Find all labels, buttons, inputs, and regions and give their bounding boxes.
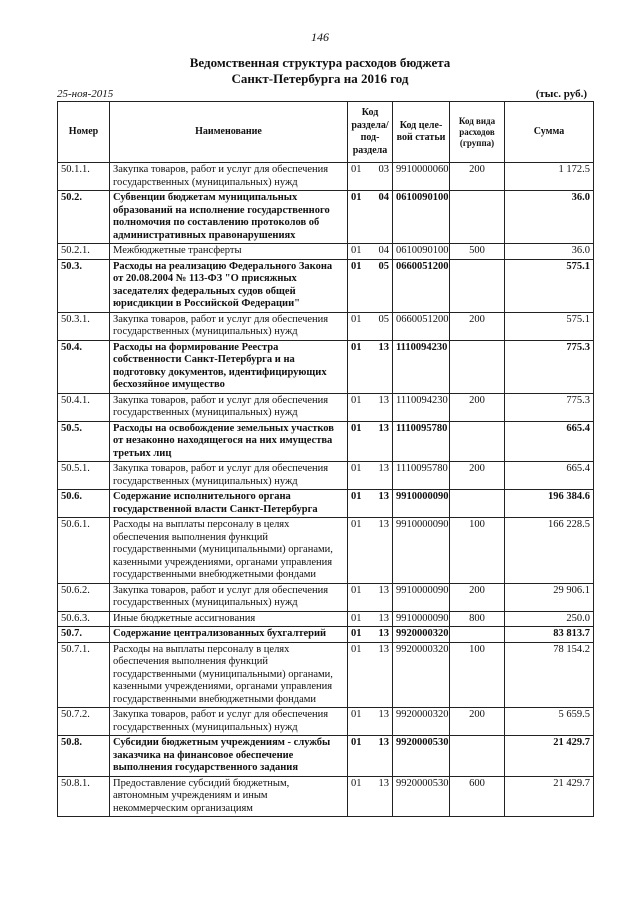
row-vid-code: 500 — [450, 244, 505, 260]
row-vid-code — [450, 490, 505, 518]
row-target-code: 9910000060 — [393, 163, 450, 191]
row-target-code: 1110094230 — [393, 393, 450, 421]
units-label: (тыс. руб.) — [535, 88, 587, 100]
row-name: Расходы на освобождение земельных участков от незаконно находящегося на них имущества третьих лиц — [110, 421, 348, 462]
row-razdel: 01 — [351, 313, 362, 325]
row-podrazdel: 13 — [378, 709, 389, 720]
row-sum: 36.0 — [505, 191, 594, 244]
row-sum: 21 429.7 — [505, 776, 594, 817]
row-number: 50.8. — [58, 736, 110, 777]
row-number: 50.8.1. — [58, 776, 110, 817]
row-sum: 575.1 — [505, 312, 594, 340]
row-target-code: 9920000530 — [393, 776, 450, 817]
row-podrazdel: 13 — [378, 628, 389, 639]
header-target: Код целе-вой статьи — [393, 102, 450, 163]
row-vid-code: 600 — [450, 776, 505, 817]
table-row — [58, 490, 594, 518]
row-sum: 196 384.6 — [505, 490, 594, 518]
row-section-code — [348, 191, 393, 244]
row-section-code — [348, 642, 393, 708]
row-name: Предоставление субсидий бюджетным, автономным учреждениям и иным некоммерческим организациям — [110, 776, 348, 817]
row-sum: 575.1 — [505, 259, 594, 312]
row-section-code — [348, 312, 393, 340]
page-number: 146 — [311, 30, 329, 44]
row-sum: 83 813.7 — [505, 627, 594, 643]
table-row — [58, 708, 594, 736]
row-name: Субсидии бюджетным учреждениям - службы заказчика на финансовое обеспечение выполнения государственного задания — [110, 736, 348, 777]
row-vid-code — [450, 736, 505, 777]
row-razdel: 01 — [351, 612, 362, 624]
row-number: 50.6.3. — [58, 611, 110, 627]
table-row — [58, 163, 594, 191]
row-sum: 78 154.2 — [505, 642, 594, 708]
row-podrazdel: 13 — [378, 341, 389, 353]
row-target-code: 9910000090 — [393, 611, 450, 627]
header-section: Код раздела/ под-раздела — [348, 102, 393, 163]
table-row — [58, 776, 594, 817]
table-row — [58, 736, 594, 777]
row-number: 50.6.2. — [58, 583, 110, 611]
row-number: 50.3. — [58, 259, 110, 312]
row-sum: 775.3 — [505, 393, 594, 421]
row-number: 50.5. — [58, 421, 110, 462]
table-row — [58, 462, 594, 490]
row-target-code: 0610090100 — [393, 244, 450, 260]
row-sum: 665.4 — [505, 421, 594, 462]
row-razdel: 01 — [351, 260, 362, 272]
title-line-2: Санкт-Петербурга на 2016 год — [231, 71, 409, 86]
row-number: 50.4.1. — [58, 393, 110, 421]
row-razdel: 01 — [351, 422, 362, 434]
budget-table — [57, 101, 594, 817]
row-razdel: 01 — [351, 192, 362, 203]
row-razdel: 01 — [351, 341, 362, 353]
row-razdel: 01 — [351, 777, 362, 789]
row-name: Иные бюджетные ассигнования — [110, 611, 348, 627]
row-name: Закупка товаров, работ и услуг для обеспечения государственных (муниципальных) нужд — [110, 708, 348, 736]
row-name: Расходы на выплаты персоналу в целях обеспечения выполнения функций государственными (муниципальными) органами, казенными учреждениями, органами управления государственными внебюджетными фондами — [110, 642, 348, 708]
row-name: Закупка товаров, работ и услуг для обеспечения государственных (муниципальных) нужд — [110, 462, 348, 490]
row-razdel: 01 — [351, 519, 362, 530]
row-name: Субвенции бюджетам муниципальных образований на исполнение государственного полномочия по составлению протоколов об административных правонарушениях — [110, 191, 348, 244]
row-section-code — [348, 518, 393, 584]
header-name: Наименование — [110, 102, 348, 163]
row-number: 50.2. — [58, 191, 110, 244]
title-line-1: Ведомственная структура расходов бюджета — [189, 55, 451, 70]
row-podrazdel: 03 — [378, 164, 389, 175]
row-section-code — [348, 490, 393, 518]
row-name: Закупка товаров, работ и услуг для обеспечения государственных (муниципальных) нужд — [110, 163, 348, 191]
header-number: Номер — [58, 102, 110, 163]
table-row — [58, 642, 594, 708]
row-target-code: 1110094230 — [393, 340, 450, 393]
row-section-code — [348, 776, 393, 817]
row-name: Содержание централизованных бухгалтерий — [110, 627, 348, 643]
table-row — [58, 627, 594, 643]
row-number: 50.7.1. — [58, 642, 110, 708]
row-vid-code — [450, 191, 505, 244]
row-section-code — [348, 627, 393, 643]
row-target-code: 9920000530 — [393, 736, 450, 777]
row-sum: 166 228.5 — [505, 518, 594, 584]
table-row — [58, 393, 594, 421]
row-podrazdel: 13 — [378, 463, 389, 474]
row-razdel: 01 — [351, 463, 362, 474]
row-podrazdel: 13 — [378, 777, 389, 789]
row-target-code: 9910000090 — [393, 583, 450, 611]
row-section-code — [348, 736, 393, 777]
row-razdel: 01 — [351, 628, 362, 639]
row-target-code: 9920000320 — [393, 708, 450, 736]
row-podrazdel: 05 — [378, 313, 389, 325]
table-body — [58, 163, 594, 817]
row-target-code: 1110095780 — [393, 421, 450, 462]
row-razdel: 01 — [351, 164, 362, 175]
row-number: 50.5.1. — [58, 462, 110, 490]
row-section-code — [348, 611, 393, 627]
row-section-code — [348, 708, 393, 736]
row-section-code — [348, 583, 393, 611]
table-row — [58, 191, 594, 244]
row-name: Закупка товаров, работ и услуг для обеспечения государственных (муниципальных) нужд — [110, 312, 348, 340]
row-target-code: 9920000320 — [393, 627, 450, 643]
row-number: 50.1.1. — [58, 163, 110, 191]
row-vid-code: 200 — [450, 583, 505, 611]
row-vid-code: 100 — [450, 518, 505, 584]
row-section-code — [348, 393, 393, 421]
row-section-code — [348, 244, 393, 260]
row-razdel: 01 — [351, 394, 362, 406]
row-razdel: 01 — [351, 643, 362, 655]
row-section-code — [348, 462, 393, 490]
header-sum: Сумма — [505, 102, 594, 163]
row-number: 50.7. — [58, 627, 110, 643]
row-name: Расходы на реализацию Федерального Закона от 20.08.2004 № 113-ФЗ "О присяжных заседателях федеральных судов общей юрисдикции в Российской Федерации" — [110, 259, 348, 312]
row-name: Межбюджетные трансферты — [110, 244, 348, 260]
row-vid-code: 200 — [450, 312, 505, 340]
table-row — [58, 583, 594, 611]
row-podrazdel: 13 — [378, 491, 389, 502]
meta-row — [57, 88, 592, 102]
row-podrazdel: 13 — [378, 612, 389, 624]
row-sum: 775.3 — [505, 340, 594, 393]
row-section-code — [348, 163, 393, 191]
row-target-code: 0660051200 — [393, 259, 450, 312]
row-podrazdel: 13 — [378, 422, 389, 434]
row-sum: 5 659.5 — [505, 708, 594, 736]
row-sum: 665.4 — [505, 462, 594, 490]
table-row — [58, 312, 594, 340]
row-number: 50.4. — [58, 340, 110, 393]
row-podrazdel: 04 — [378, 192, 389, 203]
row-target-code: 0660051200 — [393, 312, 450, 340]
row-section-code — [348, 259, 393, 312]
row-name: Расходы на формирование Реестра собственности Санкт-Петербурга и на подготовку документов, идентифицирующих бесхозяйное имущество — [110, 340, 348, 393]
row-vid-code: 200 — [450, 708, 505, 736]
row-name: Закупка товаров, работ и услуг для обеспечения государственных (муниципальных) нужд — [110, 393, 348, 421]
table-row — [58, 244, 594, 260]
row-target-code: 9920000320 — [393, 642, 450, 708]
row-number: 50.7.2. — [58, 708, 110, 736]
row-razdel: 01 — [351, 737, 362, 748]
row-vid-code: 800 — [450, 611, 505, 627]
table-header-row — [58, 102, 594, 163]
row-name: Содержание исполнительного органа государственной власти Санкт-Петербурга — [110, 490, 348, 518]
document-title — [0, 55, 640, 87]
row-sum: 36.0 — [505, 244, 594, 260]
row-sum: 29 906.1 — [505, 583, 594, 611]
row-target-code: 0610090100 — [393, 191, 450, 244]
row-vid-code — [450, 259, 505, 312]
row-podrazdel: 04 — [378, 245, 389, 256]
row-razdel: 01 — [351, 709, 362, 720]
row-name: Закупка товаров, работ и услуг для обеспечения государственных (муниципальных) нужд — [110, 583, 348, 611]
row-number: 50.2.1. — [58, 244, 110, 260]
row-section-code — [348, 421, 393, 462]
row-vid-code — [450, 627, 505, 643]
row-target-code: 1110095780 — [393, 462, 450, 490]
row-sum: 250.0 — [505, 611, 594, 627]
row-vid-code: 100 — [450, 642, 505, 708]
row-number: 50.3.1. — [58, 312, 110, 340]
row-podrazdel: 13 — [378, 643, 389, 655]
table-row — [58, 518, 594, 584]
row-section-code — [348, 340, 393, 393]
row-vid-code — [450, 340, 505, 393]
row-number: 50.6. — [58, 490, 110, 518]
row-podrazdel: 13 — [378, 584, 389, 596]
row-podrazdel: 13 — [378, 519, 389, 530]
row-vid-code: 200 — [450, 393, 505, 421]
row-target-code: 9910000090 — [393, 490, 450, 518]
row-razdel: 01 — [351, 491, 362, 502]
row-podrazdel: 05 — [378, 260, 389, 272]
row-sum: 21 429.7 — [505, 736, 594, 777]
document-date: 25-ноя-2015 — [57, 88, 114, 100]
row-name: Расходы на выплаты персоналу в целях обеспечения выполнения функций государственными (муниципальными) органами, казенными учреждениями, органами управления государственными внебюджетными фондами — [110, 518, 348, 584]
row-podrazdel: 13 — [378, 737, 389, 748]
table-row — [58, 611, 594, 627]
row-razdel: 01 — [351, 584, 362, 596]
table-row — [58, 259, 594, 312]
table-row — [58, 421, 594, 462]
row-razdel: 01 — [351, 245, 362, 256]
row-sum: 1 172.5 — [505, 163, 594, 191]
row-vid-code: 200 — [450, 163, 505, 191]
row-vid-code — [450, 421, 505, 462]
row-number: 50.6.1. — [58, 518, 110, 584]
row-vid-code: 200 — [450, 462, 505, 490]
row-podrazdel: 13 — [378, 394, 389, 406]
table-row — [58, 340, 594, 393]
header-vid: Код вида расходов (группа) — [450, 102, 505, 163]
row-target-code: 9910000090 — [393, 518, 450, 584]
